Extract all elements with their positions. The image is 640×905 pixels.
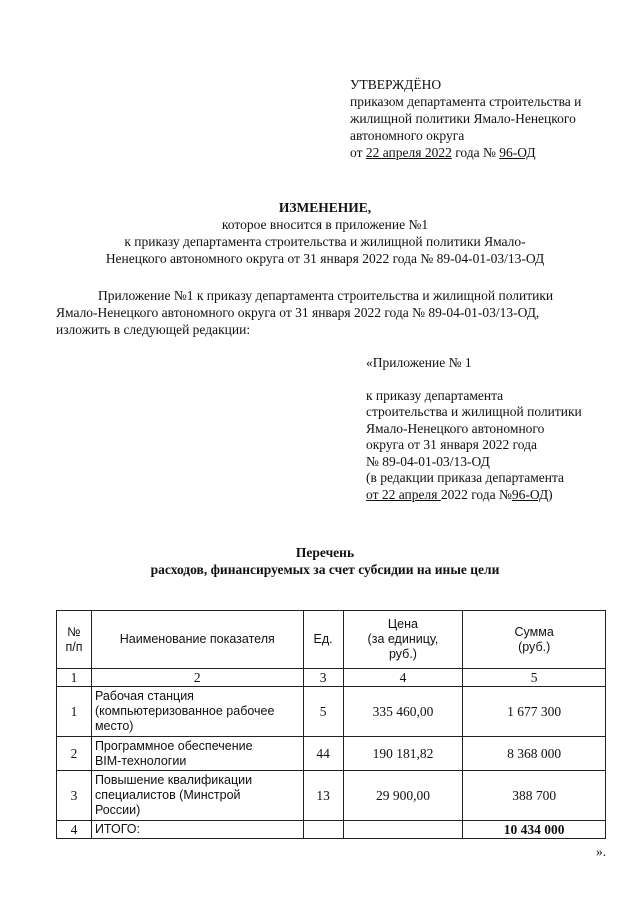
row-name-line: (компьютеризованное рабочее: [94, 704, 275, 718]
header-price: [343, 611, 463, 669]
approval-block: [350, 76, 630, 161]
header-text: Сумма: [514, 624, 554, 639]
header-name: Наименование показателя: [91, 611, 303, 669]
appendix-number: 96-ОД: [511, 486, 549, 502]
row-name: [91, 737, 303, 771]
heading-line: Ненецкого автономного округа от 31 января 2022 года № 89-04-01-03/13-ОД: [105, 251, 545, 266]
table-row: [57, 771, 606, 821]
colnum-cell: 5: [463, 669, 606, 687]
row-unit: 44: [303, 737, 343, 771]
intro-line: изложить в следующей редакции:: [56, 322, 251, 337]
colnum-cell: 1: [57, 669, 92, 687]
appendix-date: от 22 апреля: [366, 486, 441, 502]
approval-date-line: [350, 144, 630, 161]
intro-line: Приложение №1 к приказу департамента строительства и жилищной политики: [98, 288, 554, 303]
total-label: ИТОГО:: [91, 821, 303, 839]
header-text: №: [67, 624, 81, 639]
header-unit: Ед.: [303, 611, 343, 669]
row-name-line: BIM-технологии: [94, 753, 187, 768]
list-title: [40, 544, 610, 578]
total-number: 4: [57, 821, 92, 839]
spacer: [366, 372, 626, 388]
row-name: [91, 771, 303, 821]
approval-line: приказом департамента строительства и: [350, 94, 582, 109]
approval-title: УТВЕРЖДЁНО: [350, 77, 442, 92]
approval-from: от: [350, 145, 366, 160]
row-name-line: Рабочая станция: [94, 689, 194, 703]
heading-line: которое вносится в приложение №1: [221, 217, 429, 232]
total-sum: 10 434 000: [463, 821, 606, 839]
row-name-line: России): [94, 803, 141, 817]
appendix-line: строительства и жилищной политики: [366, 404, 582, 419]
heading-title: ИЗМЕНЕНИЕ,: [278, 200, 372, 215]
header-text: (руб.): [518, 639, 551, 654]
total-empty: [303, 821, 343, 839]
row-number: 1: [57, 687, 92, 737]
appendix-close: ): [548, 486, 553, 502]
appendix-title: «Приложение № 1: [366, 355, 472, 370]
row-price: 335 460,00: [343, 687, 463, 737]
header-sum: [463, 611, 606, 669]
colnum-cell: 3: [303, 669, 343, 687]
closing-quote: ».: [596, 844, 607, 859]
row-sum: 388 700: [463, 771, 606, 821]
row-number: 2: [57, 737, 92, 771]
approval-year-no: года №: [451, 145, 500, 160]
list-title-2: расходов, финансируемых за счет субсидии на иные цели: [150, 562, 500, 577]
heading-line: к приказу департамента строительства и жилищной политики Ямало-: [124, 234, 526, 249]
total-row: [57, 821, 606, 839]
row-name-line: Повышение квалификации: [94, 773, 253, 787]
header-text: Цена: [387, 617, 418, 631]
appendix-line: (в редакции приказа департамента: [366, 470, 565, 485]
approval-line: автономного округа: [350, 128, 465, 143]
total-empty: [343, 821, 463, 839]
row-unit: 13: [303, 771, 343, 821]
intro-paragraph: [56, 287, 616, 338]
appendix-line: к приказу департамента: [366, 387, 504, 403]
approval-line: жилищной политики Ямало-Ненецкого: [350, 111, 576, 126]
table-header-row: [57, 611, 606, 669]
appendix-line: Ямало-Ненецкого автономного: [366, 420, 545, 436]
row-price: 190 181,82: [343, 737, 463, 771]
table-row: [57, 737, 606, 771]
row-sum: 1 677 300: [463, 687, 606, 737]
header-text: руб.): [388, 647, 417, 661]
expense-table: [56, 610, 606, 839]
row-sum: 8 368 000: [463, 737, 606, 771]
header-text: п/п: [65, 639, 83, 654]
header-num: [57, 611, 92, 669]
header-text: (за единицу,: [367, 632, 439, 646]
colnum-cell: 4: [343, 669, 463, 687]
column-number-row: [57, 669, 606, 687]
appendix-date-line: [366, 487, 626, 504]
approval-date: 22 апреля 2022: [365, 145, 452, 160]
approval-number: 96-ОД: [499, 145, 536, 160]
table-row: [57, 687, 606, 737]
row-price: 29 900,00: [343, 771, 463, 821]
appendix-year: 2022 года №: [440, 486, 512, 502]
row-unit: 5: [303, 687, 343, 737]
row-name-line: место): [94, 719, 134, 733]
change-heading: [40, 199, 610, 267]
appendix-block: [366, 355, 626, 503]
row-number: 3: [57, 771, 92, 821]
row-name-line: Программное обеспечение: [94, 738, 253, 753]
list-title-1: Перечень: [295, 545, 355, 560]
row-name-line: специалистов (Минстрой: [94, 788, 241, 802]
appendix-line: № 89-04-01-03/13-ОД: [366, 453, 490, 469]
appendix-line: округа от 31 января 2022 года: [366, 437, 538, 452]
row-name: [91, 687, 303, 737]
colnum-cell: 2: [91, 669, 303, 687]
intro-line: Ямало-Ненецкого автономного округа от 31 января 2022 года № 89-04-01-03/13-ОД,: [56, 305, 540, 320]
